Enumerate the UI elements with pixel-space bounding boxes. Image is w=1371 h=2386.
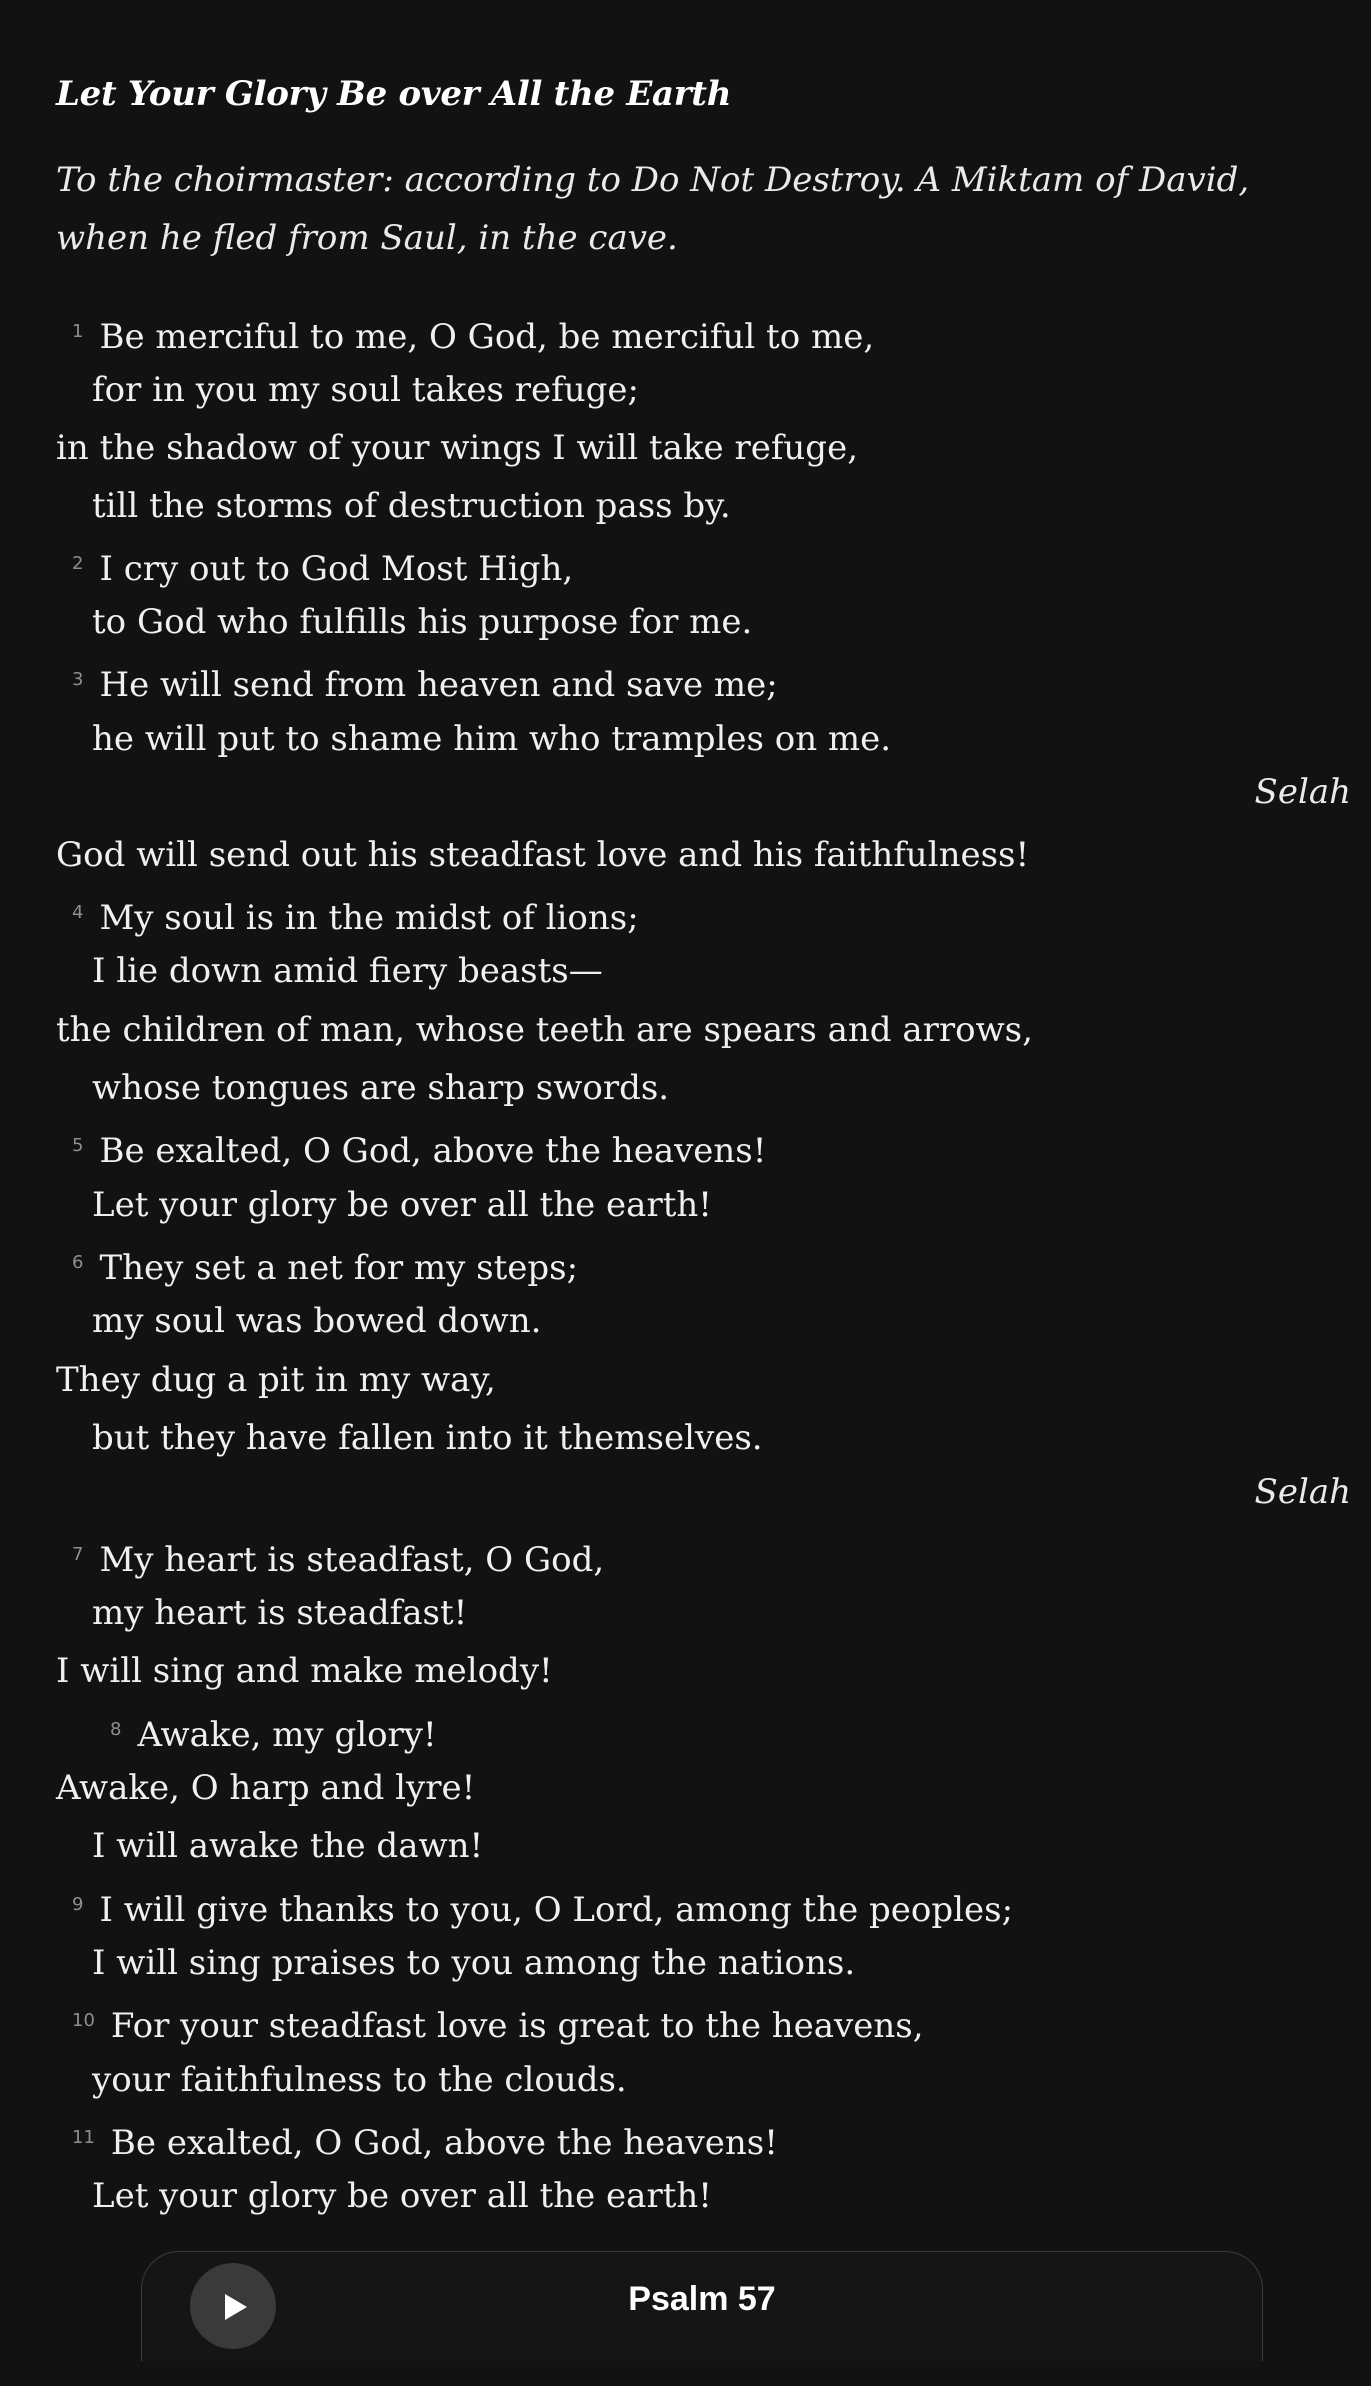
verse-line[interactable] bbox=[92, 719, 891, 759]
verse-line[interactable] bbox=[56, 1010, 1033, 1050]
verse-line[interactable] bbox=[92, 370, 639, 410]
verse-line[interactable] bbox=[92, 1185, 712, 1225]
verse-text: I will give thanks to you, O Lord, among the peoples; bbox=[99, 1890, 1014, 1930]
verse-number: 2 bbox=[72, 553, 84, 574]
verse-text: whose tongues are sharp swords. bbox=[92, 1068, 670, 1108]
verse-text: Let your glory be over all the earth! bbox=[92, 2176, 712, 2216]
verse-text: For your steadfast love is great to the heavens, bbox=[110, 2006, 924, 2046]
verse-line[interactable] bbox=[92, 486, 731, 526]
verse-number: 7 bbox=[72, 1544, 84, 1565]
verse-line[interactable] bbox=[56, 1651, 553, 1691]
verse-text: He will send from heaven and save me; bbox=[99, 665, 778, 705]
verse-text: Awake, my glory! bbox=[137, 1715, 437, 1755]
verse-text: he will put to shame him who tramples on me. bbox=[92, 719, 892, 759]
audio-player-bar bbox=[141, 2251, 1263, 2361]
verse-text: My heart is steadfast, O God, bbox=[99, 1540, 605, 1580]
verse-number: 3 bbox=[72, 669, 84, 690]
verse-line[interactable] bbox=[92, 1418, 763, 1458]
verse-line[interactable] bbox=[92, 1593, 467, 1633]
section-heading: Let Your Glory Be over All the Earth bbox=[56, 74, 732, 114]
verse-text: They set a net for my steps; bbox=[99, 1248, 579, 1288]
verse-number: 4 bbox=[72, 902, 84, 923]
verse-number: 9 bbox=[72, 1894, 84, 1915]
verse-line[interactable] bbox=[72, 1535, 604, 1580]
verse-text: I will sing and make melody! bbox=[56, 1651, 553, 1691]
verse-line[interactable] bbox=[72, 2001, 924, 2046]
verse-line[interactable] bbox=[92, 1943, 855, 1983]
verse-line[interactable] bbox=[92, 951, 603, 991]
verse-line[interactable] bbox=[92, 2176, 712, 2216]
verse-line[interactable] bbox=[72, 312, 874, 357]
verse-text: Be merciful to me, O God, be merciful to me, bbox=[99, 317, 875, 357]
verse-text: to God who fulfills his purpose for me. bbox=[92, 602, 753, 642]
verse-text: the children of man, whose teeth are spears and arrows, bbox=[56, 1010, 1033, 1050]
verse-line[interactable] bbox=[56, 835, 1029, 875]
verse-text: in the shadow of your wings I will take refuge, bbox=[56, 428, 859, 468]
verse-line[interactable] bbox=[92, 1301, 541, 1341]
verse-text: Be exalted, O God, above the heavens! bbox=[110, 2123, 778, 2163]
verse-number: 1 bbox=[72, 321, 84, 342]
verse-text: Let your glory be over all the earth! bbox=[92, 1185, 712, 1225]
verse-text: Be exalted, O God, above the heavens! bbox=[99, 1131, 767, 1171]
verse-text: I will awake the dawn! bbox=[92, 1826, 484, 1866]
selah-marker: Selah bbox=[1254, 772, 1351, 812]
verse-line[interactable] bbox=[110, 1710, 437, 1755]
verse-text: my soul was bowed down. bbox=[92, 1301, 542, 1341]
psalm-superscription: To the choirmaster: according to Do Not Destroy. A Miktam of David, when he fled from Saul, in the cave. bbox=[56, 160, 1250, 258]
verse-line[interactable] bbox=[92, 602, 752, 642]
verse-line[interactable] bbox=[92, 2060, 627, 2100]
verse-line[interactable] bbox=[72, 2118, 778, 2163]
verse-line[interactable] bbox=[72, 893, 639, 938]
selah-marker: Selah bbox=[1254, 1472, 1351, 1512]
verse-line[interactable] bbox=[72, 660, 778, 705]
verse-text: your faithfulness to the clouds. bbox=[92, 2060, 627, 2100]
verse-number: 8 bbox=[110, 1719, 122, 1740]
verse-text: My soul is in the midst of lions; bbox=[99, 898, 639, 938]
verse-line[interactable] bbox=[72, 544, 573, 589]
verse-text: for in you my soul takes refuge; bbox=[92, 370, 639, 410]
verse-number: 5 bbox=[72, 1135, 84, 1156]
player-title[interactable]: Psalm 57 bbox=[628, 2280, 776, 2318]
verse-text: till the storms of destruction pass by. bbox=[92, 486, 731, 526]
verse-line[interactable] bbox=[56, 1768, 475, 1808]
verse-line[interactable] bbox=[56, 428, 858, 468]
verse-line[interactable] bbox=[72, 1243, 578, 1288]
verse-line[interactable] bbox=[72, 1885, 1013, 1930]
verse-text: I lie down amid fiery beasts— bbox=[92, 951, 603, 991]
verse-text: They dug a pit in my way, bbox=[56, 1360, 496, 1400]
verse-text: I cry out to God Most High, bbox=[99, 549, 574, 589]
verse-line[interactable] bbox=[92, 1826, 483, 1866]
verse-line[interactable] bbox=[92, 1068, 669, 1108]
verse-text: Awake, O harp and lyre! bbox=[56, 1768, 476, 1808]
verse-text: my heart is steadfast! bbox=[92, 1593, 468, 1633]
verse-text: God will send out his steadfast love and his faithfulness! bbox=[56, 835, 1030, 875]
verse-number: 6 bbox=[72, 1252, 84, 1273]
verse-text: I will sing praises to you among the nations. bbox=[92, 1943, 856, 1983]
verse-line[interactable] bbox=[72, 1126, 766, 1171]
verse-line[interactable] bbox=[56, 1360, 496, 1400]
verse-text: but they have fallen into it themselves. bbox=[92, 1418, 763, 1458]
verse-number: 11 bbox=[72, 2127, 95, 2148]
verse-number: 10 bbox=[72, 2010, 95, 2031]
